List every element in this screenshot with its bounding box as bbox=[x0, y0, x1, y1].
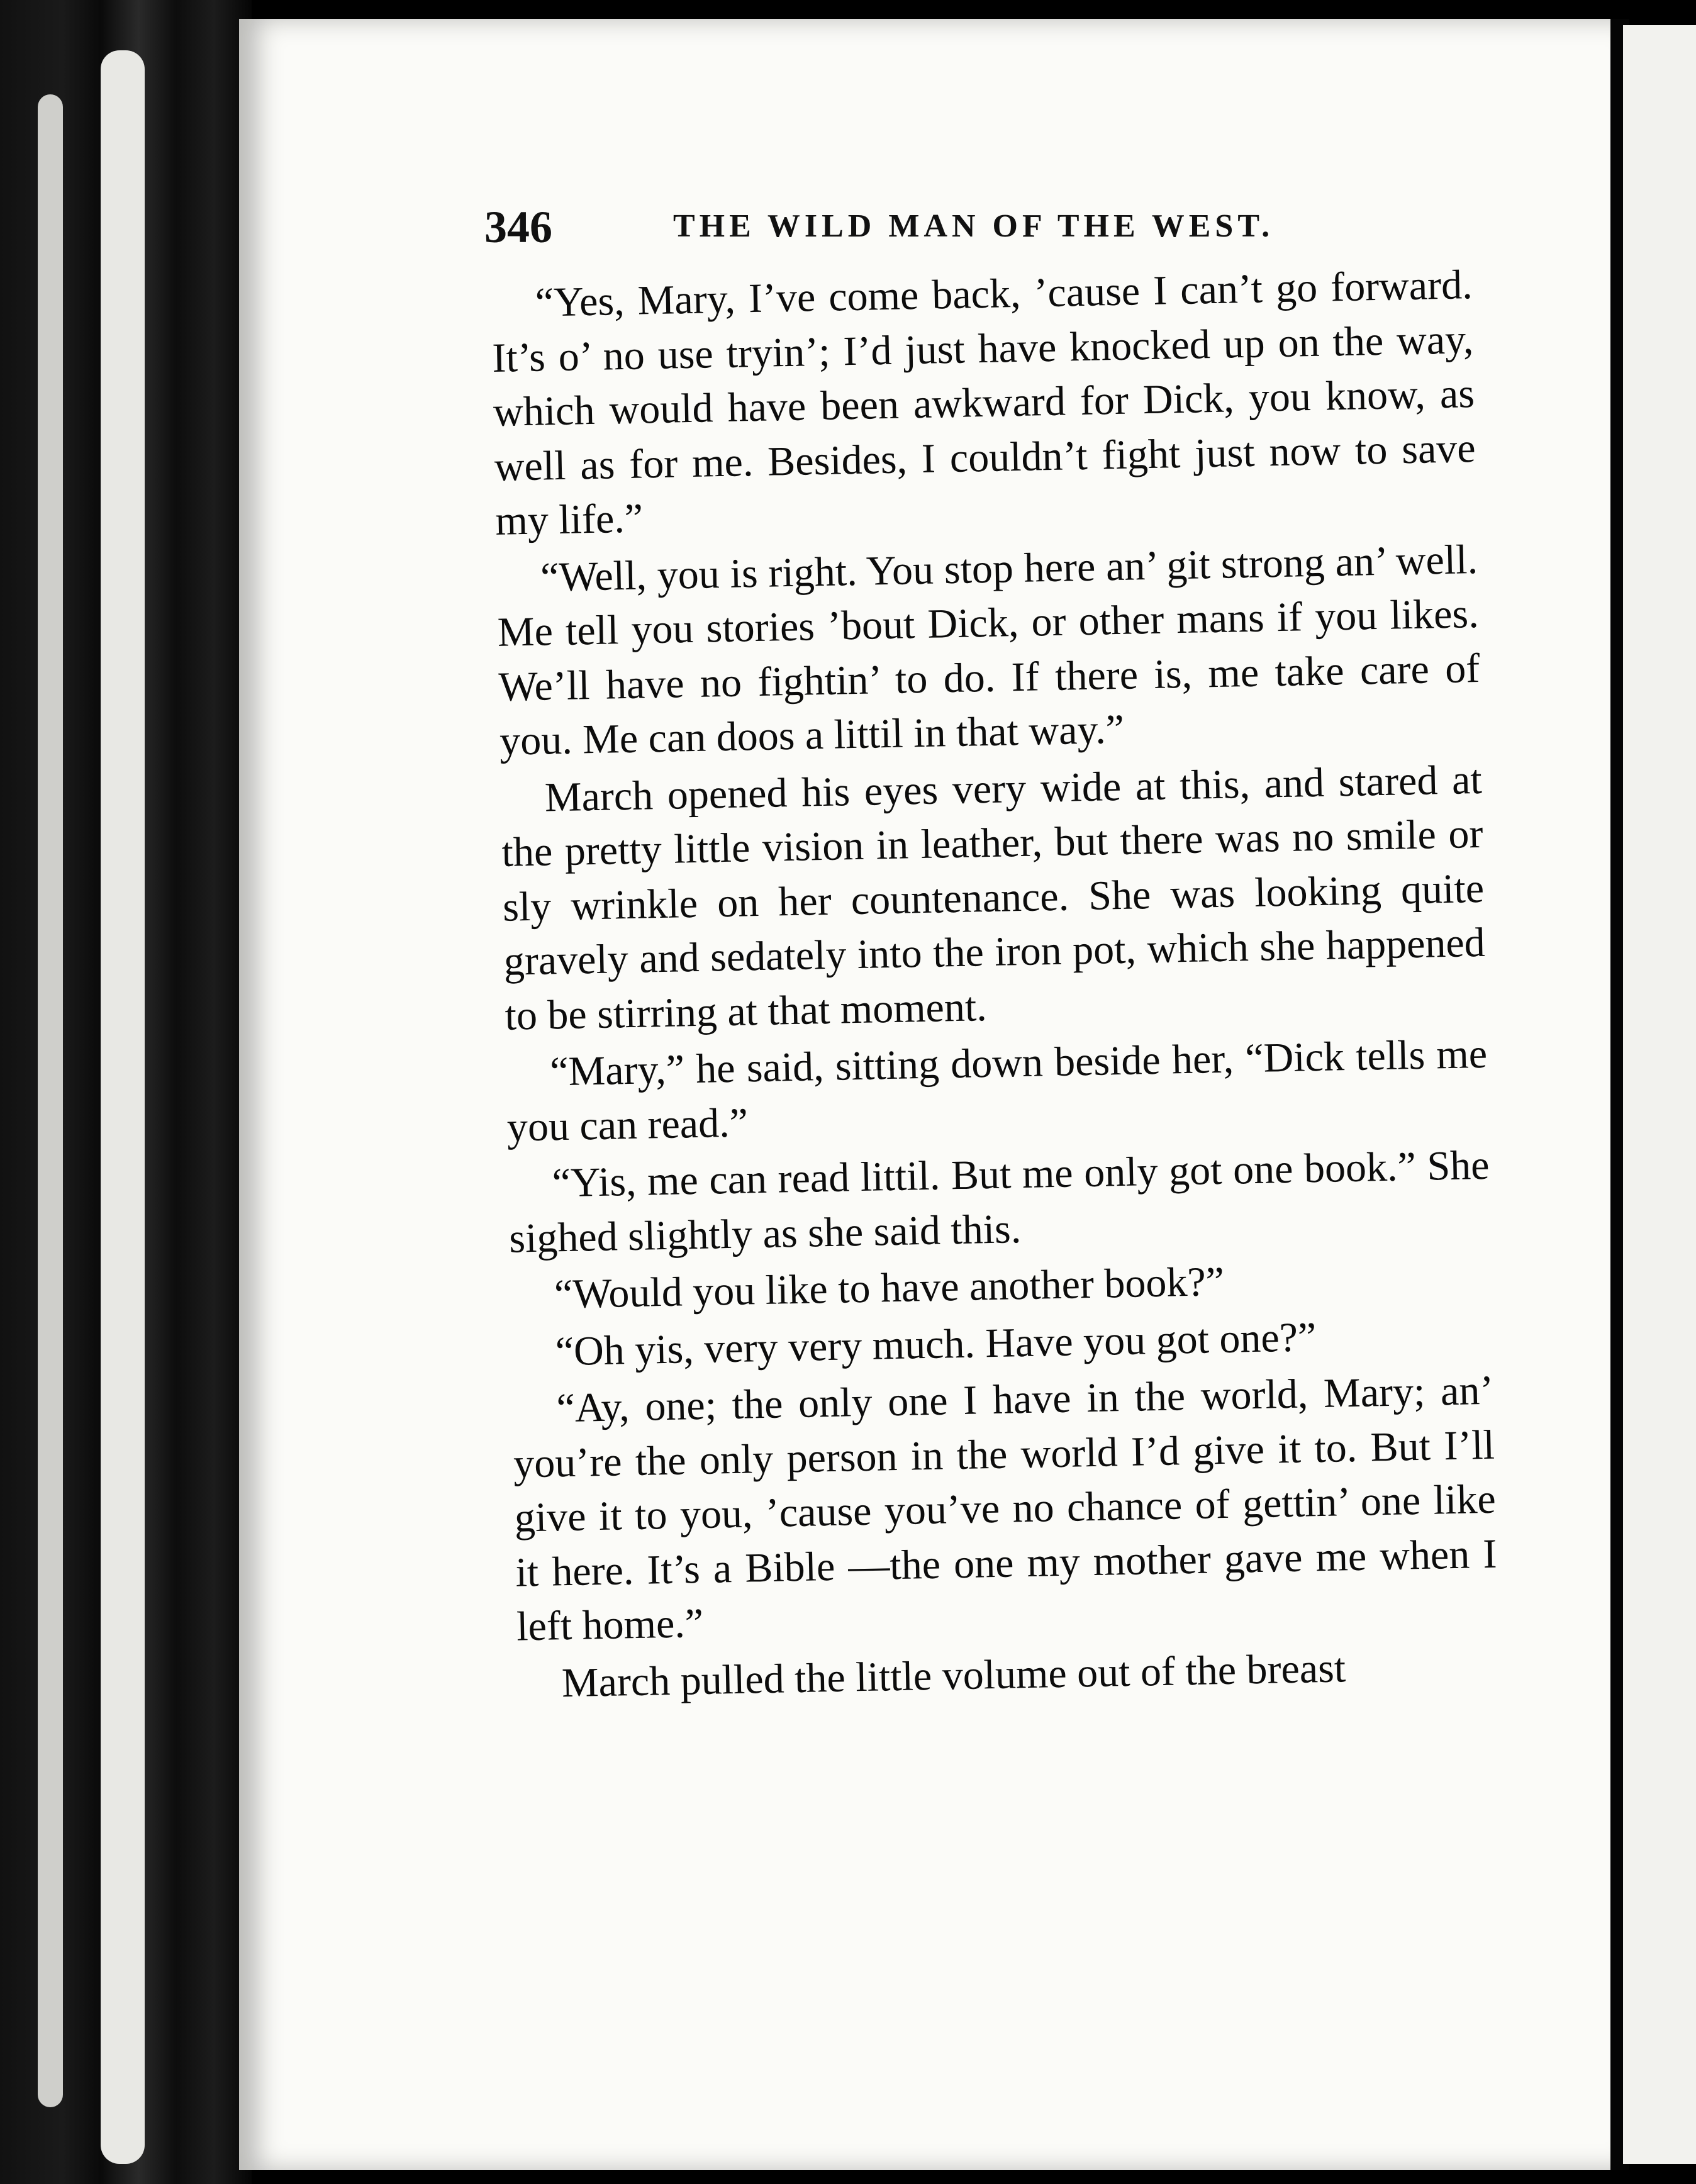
facing-page-edge bbox=[1623, 25, 1696, 2164]
page-edge bbox=[38, 94, 63, 2107]
paragraph: March opened his eyes very wide at this, and stared at the pretty little vision in leather, but there was no smile or sly wrinkle on her countenance. She was looking quite gravely and sedately into the iron pot, which she happened to be stirring at that moment. bbox=[501, 756, 1486, 1039]
paragraph: “Yis, me can read littil. But me only got one book.” She sighed slightly as she said this. bbox=[508, 1142, 1490, 1262]
paragraph: “Would you like to have another book?” bbox=[554, 1258, 1225, 1318]
paragraph: “Yes, Mary, I’ve come back, ’cause I can’t go forward. It’s o’ no use tryin’; I’d just have knocked up on the way, which would have been awkward for Dick, you know, as well as for me. Besides, I couldn’t fight just now to save my life.” bbox=[491, 262, 1476, 544]
page-edge bbox=[101, 50, 145, 2164]
page-header bbox=[484, 201, 1466, 258]
paragraph: “Well, you is right. You stop here an’ git strong an’ well. Me tell you stories ’bout Dick, or other mans if you likes. We’ll have no fightin’ to do. If there is, me take care of you. Me can doos a littil in that way.” bbox=[497, 536, 1480, 764]
body-text bbox=[491, 258, 1500, 1712]
paragraph: “Ay, one; the only one I have in the world, Mary; an’ you’re the only person in the world I’d give it to. But I’ll give it to you, ’cause you’ve no chance of gettin’ one like it here. It’s a Bible —the one my mother gave me when I left home.” bbox=[513, 1367, 1497, 1650]
page-number: 346 bbox=[484, 202, 552, 252]
paragraph: March pulled the little volume out of the breast bbox=[561, 1644, 1346, 1706]
paragraph: “Mary,” he said, sitting down beside her, “Dick tells me you can read.” bbox=[506, 1030, 1488, 1150]
paragraph: “Oh yis, very very much. Have you got one?” bbox=[555, 1313, 1317, 1374]
running-title: THE WILD MAN OF THE WEST. bbox=[673, 208, 1275, 244]
